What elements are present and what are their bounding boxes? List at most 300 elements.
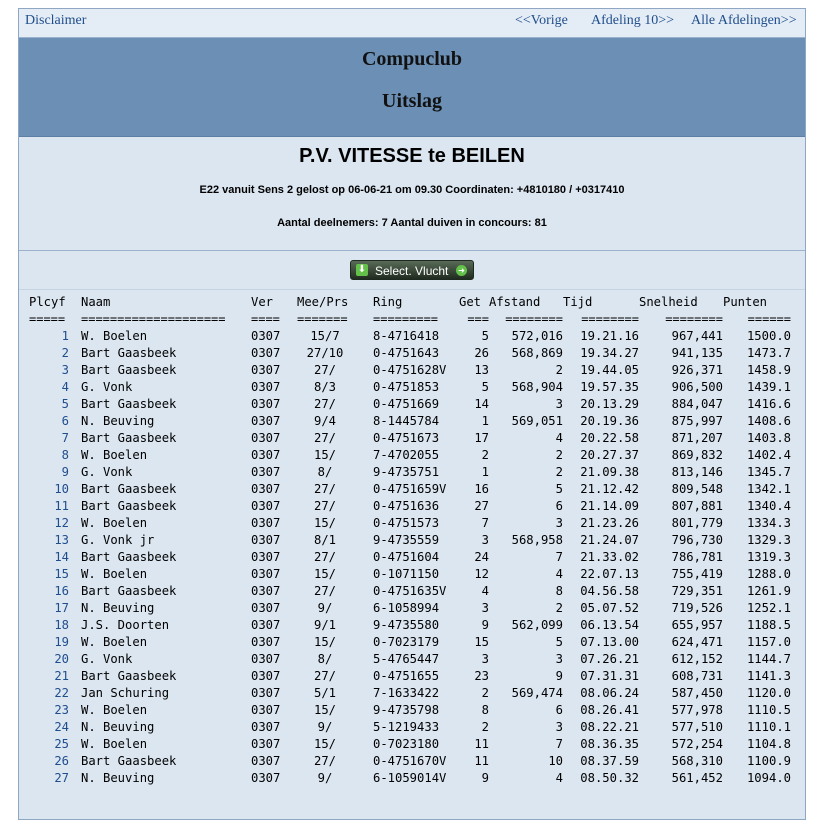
cell-afstand: 7 (555, 550, 563, 564)
cell-meeprs: 15/ (313, 567, 336, 581)
cell-tijd: 05.07.52 (580, 601, 639, 615)
cell-meeprs: 15/7 (310, 329, 340, 343)
cell-tijd: 20.19.36 (580, 414, 639, 428)
cell-tijd: 21.23.26 (580, 516, 639, 530)
cell-tijd: 08.36.35 (580, 737, 639, 751)
table-row (29, 719, 791, 736)
cell-get: 12 (474, 567, 489, 581)
cell-meeprs: 5/1 (313, 686, 336, 700)
cell-get: 2 (481, 686, 489, 700)
cell-get: 11 (474, 754, 489, 768)
cell-meeprs: 9/4 (313, 414, 336, 428)
cell-ring: 0-4751673 (373, 431, 440, 445)
cell-meeprs: 27/ (313, 754, 336, 768)
cell-afstand: 568,958 (511, 533, 563, 547)
cell-ring: 9-4735751 (373, 465, 440, 479)
cell-ring: 0-4751643 (373, 346, 440, 360)
cell-snelheid: 967,441 (671, 329, 723, 343)
cell-naam: Bart Gaasbeek (81, 754, 177, 768)
cell-ring: 0-4751659V (373, 482, 447, 496)
cell-ver: 0307 (251, 448, 281, 462)
cell-plcyf: 25 (54, 737, 69, 751)
cell-punten: 1157.0 (746, 635, 791, 649)
cell-ring: 0-4751655 (373, 669, 440, 683)
cell-meeprs: 15/ (313, 737, 336, 751)
table-row (29, 447, 791, 464)
cell-snelheid: 587,450 (671, 686, 723, 700)
cell-meeprs: 27/ (313, 499, 336, 513)
cell-naam: Bart Gaasbeek (81, 431, 177, 445)
cell-plcyf: 4 (61, 380, 69, 394)
cell-plcyf: 17 (54, 601, 69, 615)
cell-get: 13 (474, 363, 489, 377)
cell-plcyf: 10 (54, 482, 69, 496)
cell-afstand: 6 (555, 499, 563, 513)
cell-naam: W. Boelen (81, 635, 148, 649)
cell-naam: W. Boelen (81, 329, 148, 343)
cell-tijd: 21.12.42 (580, 482, 639, 496)
cell-meeprs: 27/ (313, 669, 336, 683)
cell-tijd: 21.14.09 (580, 499, 639, 513)
cell-afstand: 568,869 (511, 346, 563, 360)
cell-naam: N. Beuving (81, 771, 155, 785)
button-row (19, 251, 805, 290)
cell-get: 23 (474, 669, 489, 683)
cell-snelheid: 719,526 (671, 601, 723, 615)
cell-afstand: 4 (555, 567, 563, 581)
race-info (19, 137, 805, 251)
header-banner (19, 38, 805, 137)
cell-ring: 0-1071150 (373, 567, 440, 581)
cell-ring: 0-4751635V (373, 584, 447, 598)
cell-punten: 1188.5 (746, 618, 791, 632)
afdeling-next-link[interactable]: Afdeling 10>> (591, 13, 675, 28)
cell-snelheid: 786,781 (671, 550, 723, 564)
cell-punten: 1458.9 (746, 363, 791, 377)
cell-ring: 7-1633422 (373, 686, 440, 700)
cell-tijd: 08.50.32 (580, 771, 639, 785)
cell-afstand: 3 (555, 397, 563, 411)
cell-ring: 7-4702055 (373, 448, 440, 462)
cell-naam: J.S. Doorten (81, 618, 170, 632)
cell-ver: 0307 (251, 346, 281, 360)
cell-naam: Bart Gaasbeek (81, 499, 177, 513)
cell-snelheid: 568,310 (671, 754, 723, 768)
cell-tijd: 21.09.38 (580, 465, 639, 479)
header-punten: Punten (723, 295, 768, 309)
cell-snelheid: 807,881 (671, 499, 723, 513)
header-naam: Naam (81, 295, 111, 309)
cell-punten: 1094.0 (746, 771, 791, 785)
cell-naam: Bart Gaasbeek (81, 550, 177, 564)
cell-ring: 0-4751669 (373, 397, 440, 411)
cell-afstand: 3 (555, 652, 563, 666)
cell-ver: 0307 (251, 567, 281, 581)
header-plcyf: Plcyf (29, 295, 66, 309)
cell-plcyf: 21 (54, 669, 69, 683)
table-row (29, 702, 791, 719)
table-header-row (29, 294, 791, 311)
cell-plcyf: 19 (54, 635, 69, 649)
cell-punten: 1402.4 (746, 448, 791, 462)
cell-meeprs: 8/ (317, 652, 333, 666)
cell-punten: 1252.1 (746, 601, 791, 615)
cell-meeprs: 9/1 (313, 618, 336, 632)
cell-get: 9 (481, 618, 489, 632)
cell-ver: 0307 (251, 618, 281, 632)
race-details: E22 vanuit Sens 2 gelost op 06-06-21 om 09.30 Coordinaten: +4810180 / +0317410 (199, 184, 625, 196)
cell-get: 3 (481, 652, 489, 666)
cell-afstand: 2 (555, 448, 563, 462)
cell-meeprs: 15/ (313, 516, 336, 530)
cell-meeprs: 9/ (317, 601, 333, 615)
cell-ver: 0307 (251, 550, 281, 564)
table-row (29, 430, 791, 447)
header-get: Get (459, 295, 482, 309)
cell-snelheid: 655,957 (671, 618, 723, 632)
cell-naam: W. Boelen (81, 567, 148, 581)
cell-plcyf: 18 (54, 618, 69, 632)
table-row (29, 668, 791, 685)
cell-snelheid: 729,351 (671, 584, 723, 598)
cell-ring: 6-1059014V (373, 771, 447, 785)
cell-afstand: 5 (555, 482, 563, 496)
cell-afstand: 10 (548, 754, 563, 768)
cell-ver: 0307 (251, 482, 281, 496)
cell-ver: 0307 (251, 397, 281, 411)
cell-meeprs: 27/ (313, 431, 336, 445)
cell-get: 16 (474, 482, 489, 496)
table-row (29, 481, 791, 498)
alle-afdelingen-link[interactable]: Alle Afdelingen>> (691, 13, 797, 28)
cell-snelheid: 612,152 (671, 652, 723, 666)
cell-ring: 0-7023179 (373, 635, 440, 649)
cell-snelheid: 577,978 (671, 703, 723, 717)
cell-ver: 0307 (251, 652, 281, 666)
cell-plcyf: 2 (61, 346, 69, 360)
cell-tijd: 08.22.21 (580, 720, 639, 734)
header-ring: Ring (373, 295, 403, 309)
cell-meeprs: 15/ (313, 448, 336, 462)
cell-ver: 0307 (251, 363, 281, 377)
cell-naam: N. Beuving (81, 720, 155, 734)
cell-tijd: 20.27.37 (580, 448, 639, 462)
sep-meeprs: ======= (297, 312, 348, 326)
cell-get: 1 (481, 465, 489, 479)
cell-naam: G. Vonk jr (81, 533, 155, 547)
cell-afstand: 568,904 (511, 380, 563, 394)
cell-punten: 1342.1 (746, 482, 791, 496)
cell-snelheid: 801,779 (671, 516, 723, 530)
cell-ver: 0307 (251, 669, 281, 683)
cell-afstand: 2 (555, 465, 563, 479)
cell-meeprs: 8/1 (313, 533, 336, 547)
table-row (29, 617, 791, 634)
cell-punten: 1110.5 (746, 703, 791, 717)
cell-naam: G. Vonk (81, 652, 133, 666)
header-afstand: Afstand (489, 295, 541, 309)
cell-get: 26 (474, 346, 489, 360)
cell-plcyf: 9 (61, 465, 69, 479)
cell-ring: 0-7023180 (373, 737, 440, 751)
cell-get: 17 (474, 431, 489, 445)
cell-tijd: 08.06.24 (580, 686, 639, 700)
download-icon: ⬇ (357, 264, 367, 275)
cell-plcyf: 3 (61, 363, 69, 377)
cell-naam: Bart Gaasbeek (81, 397, 177, 411)
sep-get: === (467, 312, 489, 326)
cell-afstand: 3 (555, 516, 563, 530)
cell-tijd: 19.21.16 (580, 329, 639, 343)
cell-snelheid: 572,254 (671, 737, 723, 751)
cell-get: 7 (481, 516, 489, 530)
arrow-right-icon: ➜ (456, 265, 467, 276)
cell-tijd: 21.33.02 (580, 550, 639, 564)
cell-ver: 0307 (251, 414, 281, 428)
select-vlucht-label: Select. Vlucht (375, 264, 449, 278)
cell-tijd: 08.37.59 (580, 754, 639, 768)
cell-punten: 1288.0 (746, 567, 791, 581)
cell-get: 3 (481, 533, 489, 547)
table-row (29, 651, 791, 668)
cell-punten: 1120.0 (746, 686, 791, 700)
cell-naam: G. Vonk (81, 465, 133, 479)
cell-ver: 0307 (251, 431, 281, 445)
cell-tijd: 20.13.29 (580, 397, 639, 411)
cell-naam: W. Boelen (81, 703, 148, 717)
cell-punten: 1141.3 (746, 669, 791, 683)
cell-plcyf: 15 (54, 567, 69, 581)
cell-plcyf: 20 (54, 652, 69, 666)
cell-snelheid: 561,452 (671, 771, 723, 785)
table-row (29, 736, 791, 753)
cell-naam: Jan Schuring (81, 686, 170, 700)
cell-snelheid: 813,146 (671, 465, 723, 479)
cell-meeprs: 27/ (313, 550, 336, 564)
cell-punten: 1345.7 (746, 465, 791, 479)
cell-punten: 1403.8 (746, 431, 791, 445)
cell-naam: W. Boelen (81, 448, 148, 462)
cell-plcyf: 1 (61, 329, 69, 343)
cell-get: 4 (481, 584, 489, 598)
sep-ring: ========= (373, 312, 439, 326)
cell-tijd: 20.22.58 (580, 431, 639, 445)
cell-ring: 9-4735559 (373, 533, 440, 547)
sep-plcyf: ===== (29, 312, 66, 326)
table-row (29, 549, 791, 566)
cell-plcyf: 16 (54, 584, 69, 598)
select-vlucht-button[interactable] (350, 260, 474, 280)
cell-ver: 0307 (251, 771, 281, 785)
cell-tijd: 19.34.27 (580, 346, 639, 360)
table-row (29, 413, 791, 430)
cell-ring: 8-4716418 (373, 329, 440, 343)
sep-tijd: ======== (581, 312, 639, 326)
cell-snelheid: 871,207 (671, 431, 723, 445)
cell-meeprs: 8/3 (313, 380, 336, 394)
cell-plcyf: 22 (54, 686, 69, 700)
table-row (29, 532, 791, 549)
cell-tijd: 07.31.31 (580, 669, 639, 683)
cell-afstand: 4 (555, 431, 563, 445)
cell-naam: Bart Gaasbeek (81, 346, 177, 360)
cell-get: 1 (481, 414, 489, 428)
table-row (29, 753, 791, 770)
cell-afstand: 4 (555, 771, 563, 785)
cell-ring: 0-4751573 (373, 516, 440, 530)
cell-snelheid: 906,500 (671, 380, 723, 394)
sep-naam: ==================== (81, 312, 226, 326)
header-ver: Ver (251, 295, 274, 309)
cell-ver: 0307 (251, 686, 281, 700)
cell-ver: 0307 (251, 533, 281, 547)
table-row (29, 362, 791, 379)
cell-snelheid: 926,371 (671, 363, 723, 377)
cell-ver: 0307 (251, 516, 281, 530)
sep-punten: ====== (747, 312, 791, 326)
cell-afstand: 562,099 (511, 618, 563, 632)
cell-naam: W. Boelen (81, 737, 148, 751)
disclaimer-link[interactable]: Disclaimer (25, 13, 87, 28)
cell-get: 2 (481, 448, 489, 462)
cell-punten: 1261.9 (746, 584, 791, 598)
cell-naam: W. Boelen (81, 516, 148, 530)
cell-meeprs: 15/ (313, 635, 336, 649)
cell-meeprs: 27/ (313, 363, 336, 377)
cell-tijd: 19.44.05 (580, 363, 639, 377)
cell-ver: 0307 (251, 499, 281, 513)
cell-afstand: 9 (555, 669, 563, 683)
cell-naam: Bart Gaasbeek (81, 584, 177, 598)
page-container (18, 8, 806, 820)
cell-punten: 1334.3 (746, 516, 791, 530)
cell-get: 5 (481, 380, 489, 394)
cell-ver: 0307 (251, 380, 281, 394)
cell-tijd: 06.13.54 (580, 618, 639, 632)
cell-ver: 0307 (251, 720, 281, 734)
cell-meeprs: 9/ (317, 720, 333, 734)
cell-meeprs: 9/ (317, 771, 333, 785)
cell-afstand: 6 (555, 703, 563, 717)
table-row (29, 464, 791, 481)
cell-punten: 1144.7 (746, 652, 791, 666)
cell-meeprs: 15/ (313, 703, 336, 717)
cell-snelheid: 809,548 (671, 482, 723, 496)
table-row (29, 566, 791, 583)
cell-punten: 1340.4 (746, 499, 791, 513)
cell-snelheid: 869,832 (671, 448, 723, 462)
cell-ver: 0307 (251, 635, 281, 649)
table-row (29, 328, 791, 345)
cell-ring: 0-4751636 (373, 499, 440, 513)
cell-punten: 1100.9 (746, 754, 791, 768)
cell-get: 8 (481, 703, 489, 717)
header-meeprs: Mee/Prs (297, 295, 349, 309)
cell-get: 2 (481, 720, 489, 734)
cell-tijd: 08.26.41 (580, 703, 639, 717)
cell-snelheid: 755,419 (671, 567, 723, 581)
table-row (29, 685, 791, 702)
sep-snelheid: ======== (665, 312, 723, 326)
cell-plcyf: 6 (61, 414, 69, 428)
cell-naam: Bart Gaasbeek (81, 363, 177, 377)
cell-tijd: 07.13.00 (580, 635, 639, 649)
cell-naam: Bart Gaasbeek (81, 482, 177, 496)
cell-get: 11 (474, 737, 489, 751)
cell-ver: 0307 (251, 703, 281, 717)
cell-naam: G. Vonk (81, 380, 133, 394)
cell-tijd: 21.24.07 (580, 533, 639, 547)
cell-ver: 0307 (251, 601, 281, 615)
cell-get: 14 (474, 397, 489, 411)
cell-punten: 1408.6 (746, 414, 791, 428)
cell-afstand: 2 (555, 601, 563, 615)
page-subtitle: Uitslag (382, 90, 442, 112)
cell-afstand: 3 (555, 720, 563, 734)
site-title: Compuclub (361, 48, 463, 70)
cell-ring: 0-4751853 (373, 380, 440, 394)
cell-ver: 0307 (251, 329, 281, 343)
cell-ver: 0307 (251, 584, 281, 598)
table-separator-row (29, 311, 791, 328)
header-tijd: Tijd (563, 295, 593, 309)
cell-plcyf: 24 (54, 720, 69, 734)
cell-tijd: 22.07.13 (580, 567, 639, 581)
cell-get: 24 (474, 550, 489, 564)
cell-meeprs: 27/ (313, 584, 336, 598)
cell-snelheid: 884,047 (671, 397, 723, 411)
table-row (29, 498, 791, 515)
cell-punten: 1104.8 (746, 737, 791, 751)
cell-plcyf: 8 (61, 448, 69, 462)
prev-link[interactable]: <<Vorige (515, 13, 568, 28)
cell-snelheid: 608,731 (671, 669, 723, 683)
table-row (29, 600, 791, 617)
cell-plcyf: 23 (54, 703, 69, 717)
cell-ring: 0-4751670V (373, 754, 447, 768)
participant-count: Aantal deelnemers: 7 Aantal duiven in concours: 81 (277, 217, 547, 229)
cell-tijd: 04.56.58 (580, 584, 639, 598)
cell-meeprs: 27/10 (306, 346, 344, 360)
cell-punten: 1110.1 (746, 720, 791, 734)
cell-tijd: 19.57.35 (580, 380, 639, 394)
cell-naam: N. Beuving (81, 601, 155, 615)
cell-punten: 1319.3 (746, 550, 791, 564)
cell-ring: 9-4735798 (373, 703, 440, 717)
cell-plcyf: 7 (61, 431, 69, 445)
cell-afstand: 569,474 (511, 686, 563, 700)
cell-punten: 1500.0 (746, 329, 791, 343)
cell-naam: N. Beuving (81, 414, 155, 428)
cell-meeprs: 27/ (313, 397, 336, 411)
sep-afstand: ======== (505, 312, 563, 326)
cell-afstand: 7 (555, 737, 563, 751)
table-row (29, 345, 791, 362)
cell-plcyf: 11 (54, 499, 69, 513)
sep-ver: ==== (251, 312, 280, 326)
cell-snelheid: 941,135 (671, 346, 723, 360)
cell-get: 9 (481, 771, 489, 785)
cell-afstand: 5 (555, 635, 563, 649)
cell-punten: 1416.6 (746, 397, 791, 411)
cell-plcyf: 14 (54, 550, 69, 564)
cell-afstand: 8 (555, 584, 563, 598)
table-row (29, 770, 791, 787)
cell-get: 3 (481, 601, 489, 615)
table-row (29, 515, 791, 532)
cell-get: 15 (474, 635, 489, 649)
cell-punten: 1439.1 (746, 380, 791, 394)
